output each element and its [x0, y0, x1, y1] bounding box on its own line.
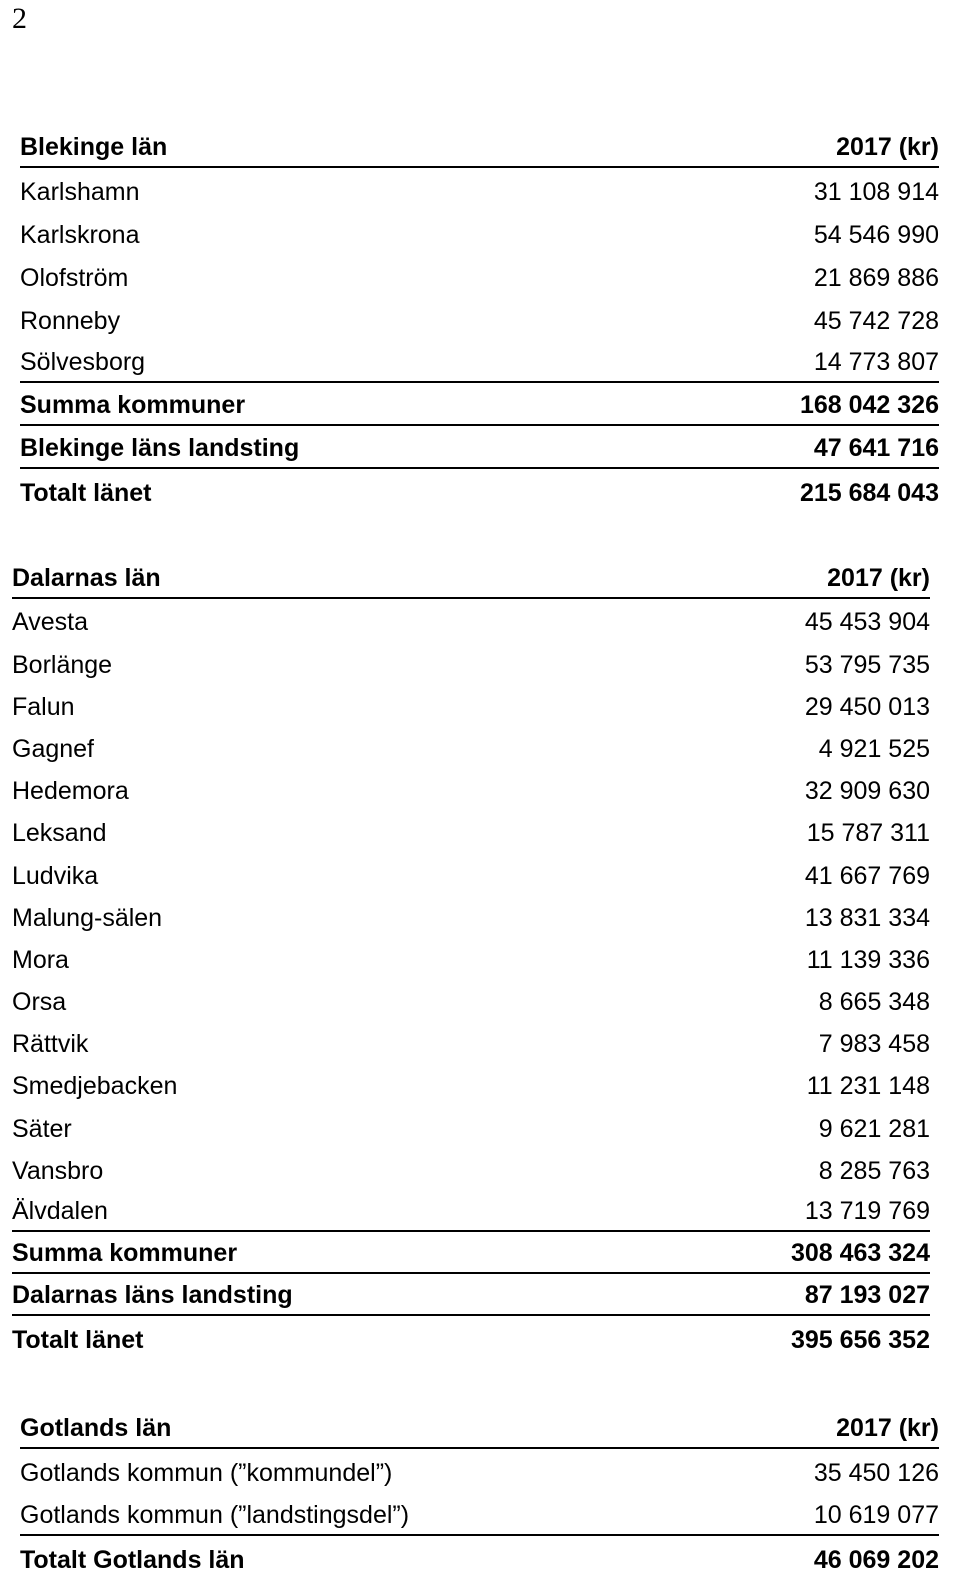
amount: 13 719 769	[804, 1197, 930, 1225]
total-amount: 395 656 352	[790, 1325, 930, 1354]
total-amount: 168 042 326	[799, 391, 939, 419]
amount: 8 665 348	[818, 988, 930, 1017]
county-name: Blekinge län	[20, 133, 168, 161]
municipality-name: Älvdalen	[12, 1197, 108, 1225]
table-row	[12, 937, 930, 979]
municipality-name: Karlskrona	[20, 221, 140, 249]
year-column-header: 2017 (kr)	[827, 564, 930, 593]
amount: 7 983 458	[818, 1030, 930, 1059]
table-gotlands-lan	[20, 1405, 939, 1579]
table-row	[12, 1148, 930, 1190]
table-blekinge-lan	[20, 125, 939, 512]
amount: 35 450 126	[813, 1459, 939, 1487]
municipality-name: Karlshamn	[20, 178, 140, 206]
amount: 21 869 886	[813, 264, 939, 292]
table-header	[12, 557, 930, 599]
municipality-name: Ludvika	[12, 861, 99, 890]
year-column-header: 2017 (kr)	[836, 1413, 939, 1442]
landsting-row	[12, 1274, 930, 1316]
table-row	[12, 979, 930, 1021]
amount: 41 667 769	[804, 861, 930, 890]
table-row	[20, 1449, 939, 1493]
total-label: Totalt länet	[12, 1325, 144, 1354]
total-amount: 47 641 716	[813, 434, 939, 462]
total-amount: 215 684 043	[799, 479, 939, 507]
summa-kommuner-row	[20, 383, 939, 426]
amount: 9 621 281	[818, 1114, 930, 1143]
table-row	[20, 297, 939, 340]
amount: 14 773 807	[813, 348, 939, 376]
total-label: Totalt länet	[20, 479, 152, 507]
table-row	[12, 1063, 930, 1105]
county-name: Gotlands län	[20, 1413, 172, 1442]
table-row	[12, 1021, 930, 1063]
table-header	[20, 125, 939, 168]
page-number: 2	[12, 2, 27, 35]
amount: 45 453 904	[804, 608, 930, 637]
total-amount: 308 463 324	[790, 1239, 930, 1268]
landsting-row	[20, 426, 939, 469]
amount: 10 619 077	[813, 1500, 939, 1529]
amount: 15 787 311	[806, 819, 930, 848]
total-amount: 46 069 202	[813, 1546, 939, 1574]
amount: 13 831 334	[804, 903, 930, 932]
table-row	[12, 684, 930, 726]
municipality-name: Olofström	[20, 264, 129, 292]
amount: 32 909 630	[804, 777, 930, 806]
table-row	[12, 599, 930, 641]
total-label: Dalarnas läns landsting	[12, 1281, 293, 1310]
table-row	[12, 852, 930, 894]
table-row	[12, 810, 930, 852]
municipality-name: Hedemora	[12, 777, 129, 806]
totalt-lanet-row	[20, 469, 939, 512]
amount: 4 921 525	[818, 734, 930, 763]
municipality-name: Smedjebacken	[12, 1072, 178, 1101]
table-row	[12, 641, 930, 683]
table-row	[12, 895, 930, 937]
total-label: Summa kommuner	[20, 391, 246, 419]
table-row	[20, 168, 939, 211]
municipality-name: Malung-sälen	[12, 903, 163, 932]
amount: 29 450 013	[804, 692, 930, 721]
table-row	[12, 726, 930, 768]
table-row	[20, 340, 939, 383]
total-amount: 87 193 027	[804, 1281, 930, 1310]
amount: 8 285 763	[818, 1156, 930, 1185]
total-label: Summa kommuner	[12, 1239, 238, 1268]
municipality-name: Säter	[12, 1114, 72, 1143]
table-row	[20, 211, 939, 254]
municipality-name: Mora	[12, 945, 69, 974]
table-row	[20, 254, 939, 297]
municipality-name: Gagnef	[12, 734, 95, 763]
amount: 31 108 914	[813, 178, 939, 206]
total-label: Totalt Gotlands län	[20, 1546, 245, 1574]
municipality-name: Borlänge	[12, 650, 113, 679]
amount: 11 139 336	[806, 945, 930, 974]
municipality-name: Falun	[12, 692, 75, 721]
table-row	[20, 1492, 939, 1536]
county-name: Dalarnas län	[12, 564, 161, 593]
amount: 45 742 728	[813, 307, 939, 335]
municipality-name: Rättvik	[12, 1030, 89, 1059]
amount: 53 795 735	[804, 650, 930, 679]
amount: 54 546 990	[813, 221, 939, 249]
municipality-name: Gotlands kommun (”landstingsdel”)	[20, 1500, 410, 1529]
totalt-lanet-row	[20, 1536, 939, 1580]
amount: 11 231 148	[806, 1072, 930, 1101]
table-row	[12, 768, 930, 810]
table-row	[12, 1105, 930, 1147]
table-dalarnas-lan	[12, 557, 930, 1359]
totalt-lanet-row	[12, 1316, 930, 1358]
total-label: Blekinge läns landsting	[20, 434, 300, 462]
municipality-name: Sölvesborg	[20, 348, 146, 376]
municipality-name: Gotlands kommun (”kommundel”)	[20, 1459, 393, 1487]
year-column-header: 2017 (kr)	[836, 133, 939, 161]
municipality-name: Orsa	[12, 988, 67, 1017]
table-header	[20, 1405, 939, 1449]
municipality-name: Ronneby	[20, 307, 121, 335]
municipality-name: Vansbro	[12, 1156, 104, 1185]
summa-kommuner-row	[12, 1232, 930, 1274]
municipality-name: Leksand	[12, 819, 107, 848]
municipality-name: Avesta	[12, 608, 88, 637]
table-row	[12, 1190, 930, 1232]
